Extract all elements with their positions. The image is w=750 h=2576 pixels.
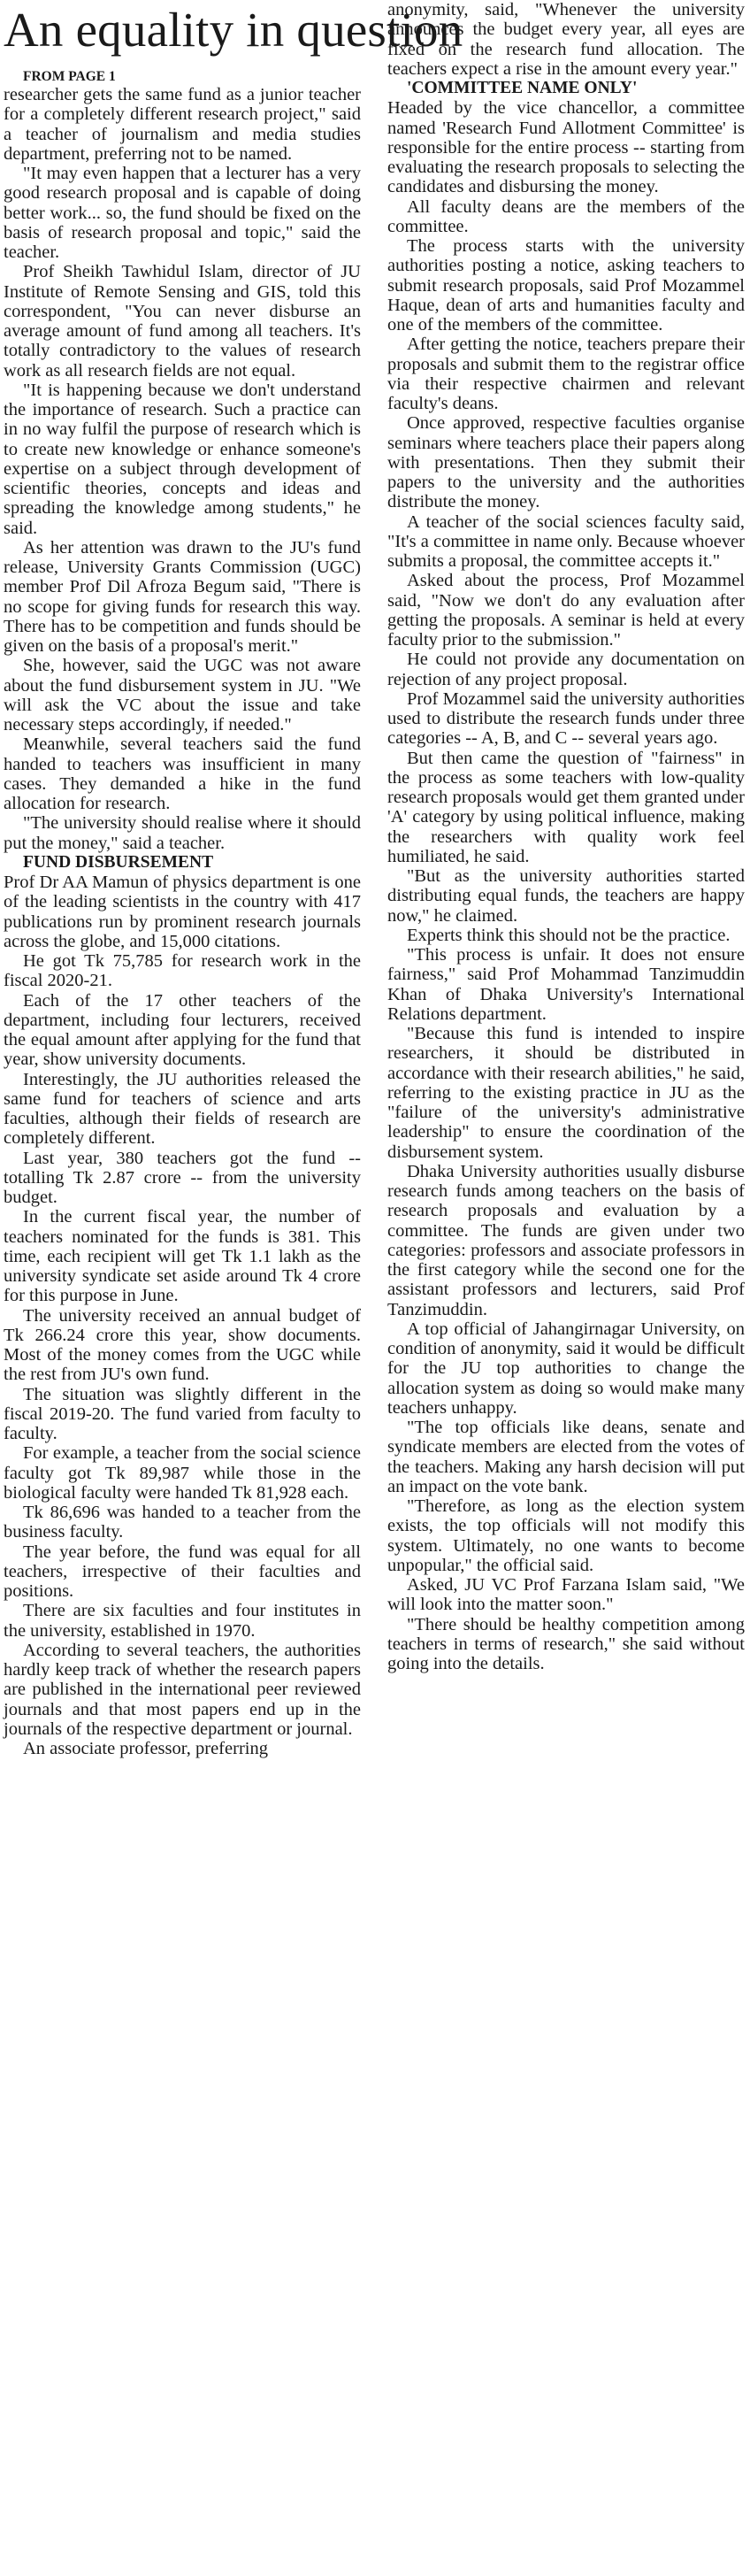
paragraph: Prof Mozammel said the university authorities used to distribute the research funds under three categories -- A, B, and C -- several years ago. (387, 688, 745, 749)
paragraph: "The top officials like deans, senate and syndicate members are elected from the votes of the teachers. Making any harsh decision will put an impact on the vote bank. (387, 1418, 745, 1496)
paragraph: anonymity, said, "Whenever the university announces the budget every year, all eyes are fixed on the research fund allocation. The teachers expect a rise in the amount every year." (387, 0, 745, 79)
paragraph: There are six faculties and four institutes in the university, established in 1970. (4, 1601, 361, 1641)
paragraph: She, however, said the UGC was not aware about the fund disbursement system in JU. "We will ask the VC about the issue and take necessary steps accordingly, if needed." (4, 656, 361, 734)
paragraph: Prof Sheikh Tawhidul Islam, director of JU Institute of Remote Sensing and GIS, told this correspondent, "You can never disburse an average amount of fund among all teachers. It's totally contradictory to the values of research work as all research fields are not equal. (4, 262, 361, 381)
paragraph: In the current fiscal year, the number of teachers nominated for the funds is 381. This time, each recipient will get Tk 1.1 lakh as the university syndicate set aside around Tk 4 crore for this purpose in June. (4, 1207, 361, 1306)
paragraph: The university received an annual budget of Tk 266.24 crore this year, show documents. Most of the money comes from the UGC while the rest from JU's own fund. (4, 1305, 361, 1385)
paragraph: The situation was slightly different in the fiscal 2019-20. The fund varied from faculty to faculty. (4, 1384, 361, 1443)
paragraph: For example, a teacher from the social science faculty got Tk 89,987 while those in the biological faculty were handed Tk 81,928 each. (4, 1443, 361, 1503)
paragraph: Headed by the vice chancellor, a committee named 'Research Fund Allotment Committee' is responsible for the entire process -- starting from evaluating the research proposals to selecting the candidates and disbursing the money. (387, 98, 745, 197)
paragraph: After getting the notice, teachers prepare their proposals and submit them to the registrar office via their respective chairmen and relevant faculty's deans. (387, 334, 745, 413)
paragraph: Each of the 17 other teachers of the department, including four lecturers, received the equal amount after applying for the fund that year, show university documents. (4, 990, 361, 1070)
paragraph: "It is happening because we don't understand the importance of research. Such a practice can in no way fulfil the purpose of research which is to create new knowledge or enhance someone's expertise on a subject through development of scientific theories, concepts and ideas and spreading the knowledge among students," he said. (4, 380, 361, 538)
paragraph: Experts think this should not be the practice. (407, 925, 731, 945)
jump-line: FROM PAGE 1 (23, 69, 116, 84)
headline: An equality in question (4, 3, 463, 57)
paragraph: Once approved, respective faculties organise seminars where teachers place their papers along with presentations. Then they submit their papers to the university and the authorities distribute the money. (387, 413, 745, 512)
paragraph: "The university should realise where it should put the money," said a teacher. (4, 813, 361, 853)
paragraph: "Therefore, as long as the election system exists, the top officials will not modify this system. Ultimately, no one wants to become unpopular," the official said. (387, 1496, 745, 1575)
paragraph: "Because this fund is intended to inspire researchers, it should be distributed in accordance with their research abilities," he said, referring to the existing practice in JU as the "failure of the university's administrative leadership" to ensure the coordination of the disbursement system. (387, 1024, 745, 1162)
paragraph: Asked about the process, Prof Mozammel said, "Now we don't do any evaluation after getting the proposals. A seminar is held at every faculty prior to the submission." (387, 571, 745, 650)
paragraph: According to several teachers, the authorities hardly keep track of whether the research papers are published in the international peer reviewed journals and that most papers end up in the journals of the respective department or journal. (4, 1640, 361, 1739)
paragraph: But then came the question of "fairness" in the process as some teachers with low-quality research proposals would get them granted under 'A' category by using political influence, making the researchers with quality work feel humiliated, he said. (387, 748, 745, 866)
paragraph: Interestingly, the JU authorities released the same fund for teachers of science and arts faculties, although their fields of research are completely different. (4, 1069, 361, 1149)
paragraph: Last year, 380 teachers got the fund -- totalling Tk 2.87 crore -- from the university budget. (4, 1148, 361, 1207)
paragraph: All faculty deans are the members of the committee. (387, 196, 745, 236)
article-column-left (4, 69, 361, 1758)
paragraph: An associate professor, preferring (23, 1739, 268, 1758)
paragraph: researcher gets the same fund as a junior teacher for a completely different research project," said a teacher of journalism and media studies department, preferring not to be named. (4, 85, 361, 164)
subheading-fund-disbursement: FUND DISBURSEMENT (23, 852, 214, 872)
subheading-committee-name-only: 'COMMITTEE NAME ONLY' (407, 79, 638, 97)
paragraph: A teacher of the social sciences faculty said, "It's a committee in name only. Because whoever submits a proposal, the committee accepts it." (387, 511, 745, 571)
paragraph: He got Tk 75,785 for research work in the fiscal 2020-21. (4, 951, 361, 991)
paragraph: Asked, JU VC Prof Farzana Islam said, "We will look into the matter soon." (387, 1575, 745, 1615)
paragraph: Dhaka University authorities usually disburse research funds among teachers on the basis of research proposals and evaluation by a committee. The funds are given under two categories: professors and associate professors in the first category while the second one for the assistant professors and lecturers, said Prof Tanzimuddin. (387, 1161, 745, 1319)
paragraph: He could not provide any documentation on rejection of any project proposal. (387, 650, 745, 689)
paragraph: "This process is unfair. It does not ensure fairness," said Prof Mohammad Tanzimuddin Khan of Dhaka University's International Relations department. (387, 945, 745, 1024)
paragraph: The process starts with the university authorities posting a notice, asking teachers to submit research proposals, said Prof Mozammel Haque, dean of arts and humanities faculty and one of the members of the committee. (387, 236, 745, 334)
paragraph: Prof Dr AA Mamun of physics department is one of the leading scientists in the country with 417 publications run by prominent research journals across the globe, and 15,000 citations. (4, 873, 361, 951)
paragraph: "It may even happen that a lecturer has a very good research proposal and is capable of doing better work... so, the fund should be fixed on the basis of research proposal and topic," said the teacher. (4, 164, 361, 262)
paragraph: A top official of Jahangirnagar University, on condition of anonymity, said it would be difficult for the JU top authorities to change the allocation system as doing so would make many teachers unhappy. (387, 1319, 745, 1418)
paragraph: The year before, the fund was equal for all teachers, irrespective of their faculties and positions. (4, 1542, 361, 1601)
paragraph: Meanwhile, several teachers said the fund handed to teachers was insufficient in many cases. They demanded a hike in the fund allocation for research. (4, 734, 361, 813)
paragraph: Tk 86,696 was handed to a teacher from the business faculty. (4, 1503, 361, 1542)
article-column-right (387, 0, 745, 1673)
paragraph: "But as the university authorities started distributing equal funds, the teachers are happy now," he claimed. (387, 866, 745, 926)
paragraph: As her attention was drawn to the JU's fund release, University Grants Commission (UGC) member Prof Dil Afroza Begum said, "There is no scope for giving funds for research this way. There has to be competition and funds should be given on the basis of a proposal's merit." (4, 537, 361, 656)
paragraph: "There should be healthy competition among teachers in terms of research," she said without going into the details. (387, 1614, 745, 1673)
